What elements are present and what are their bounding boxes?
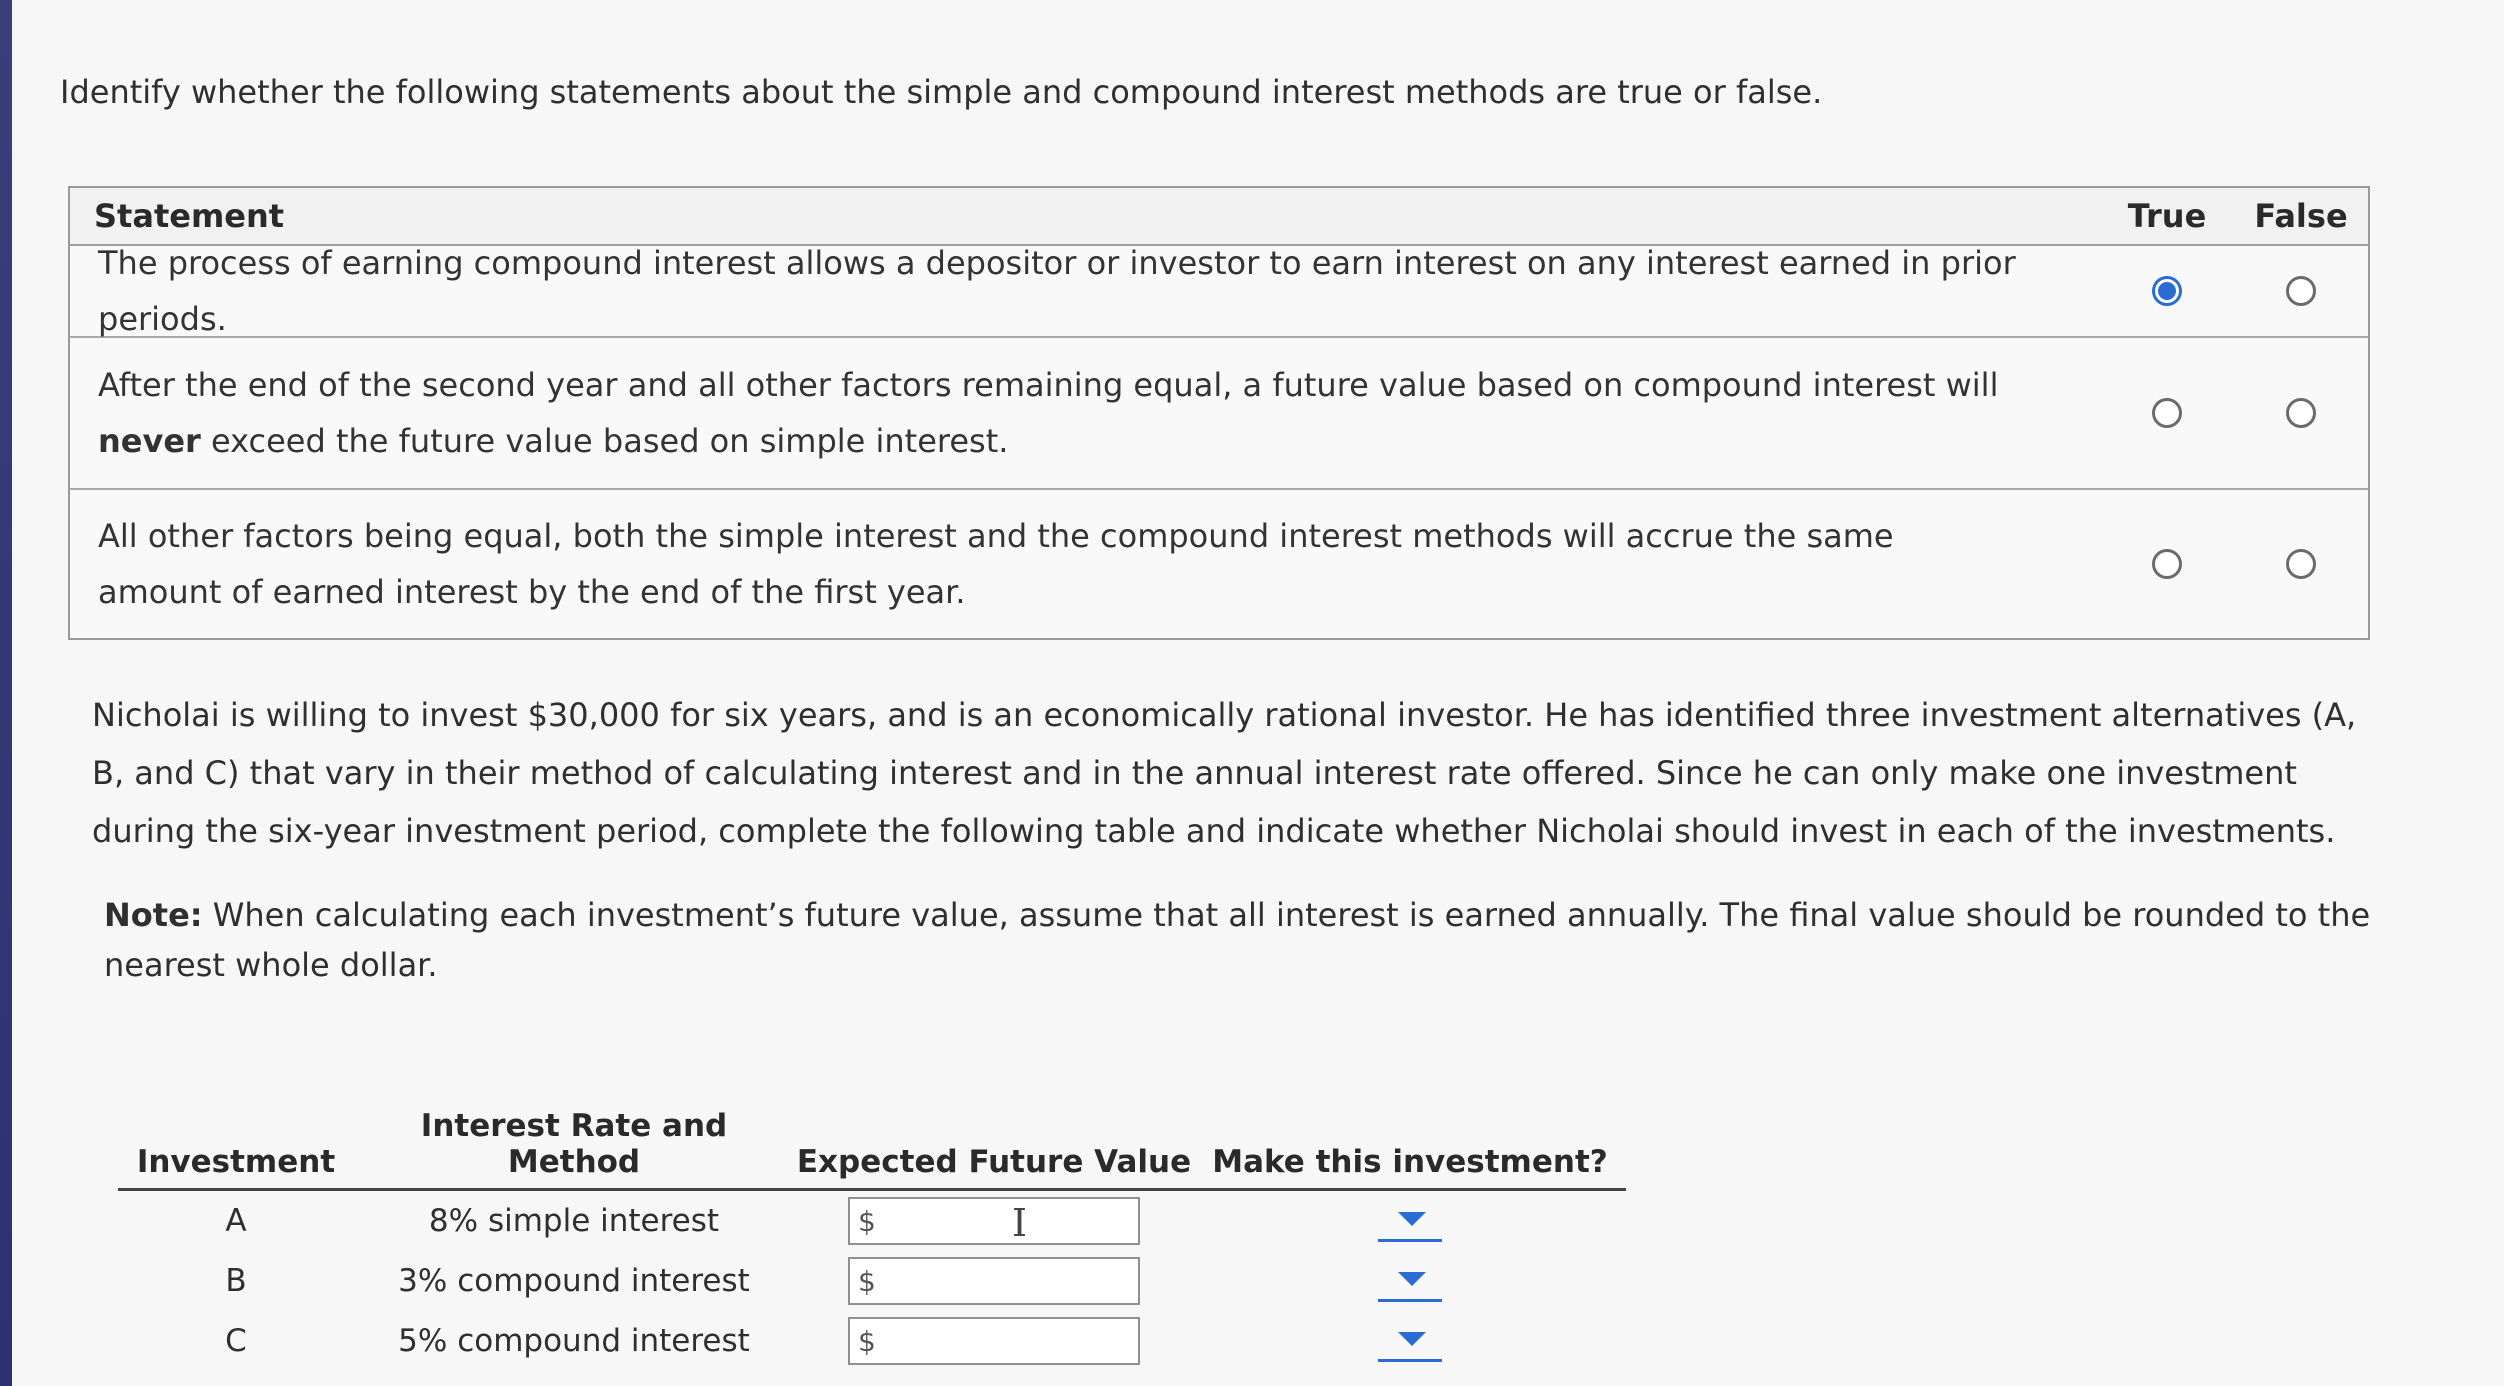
chevron-down-icon [1398, 1272, 1426, 1286]
statement-header: Statement [94, 197, 285, 235]
header-rate-method: Interest Rate and Method [420, 1108, 728, 1180]
chevron-down-icon [1398, 1332, 1426, 1346]
investment-method: 8% simple interest [428, 1203, 720, 1239]
investment-label: A [225, 1203, 247, 1239]
radio-selected-dot [2158, 282, 2176, 300]
radio-false[interactable] [2286, 549, 2316, 579]
statement-text: All other factors being equal, both the simple interest and the compound interest methods will accrue the same amount of earned interest by the end of the first year. [98, 517, 1894, 611]
header-future-value: Expected Future Value [796, 1144, 1192, 1180]
note-label: Note: [104, 896, 203, 934]
text-cursor-icon: I [1012, 1201, 1028, 1245]
investment-method: 3% compound interest [398, 1263, 750, 1299]
investment-table [118, 1108, 1626, 1371]
future-value-input[interactable] [848, 1197, 1140, 1245]
table-row [70, 338, 2368, 490]
statement-text-part: After the end of the second year and all other factors remaining equal, a future value based on compound interest will [98, 366, 1999, 404]
currency-symbol: $ [858, 1264, 876, 1298]
scenario-paragraph: Nicholai is willing to invest $30,000 for six years, and is an economically rational investor. He has identified three investment alternatives (A, B, and C) that vary in their method of calculating interest and in the annual interest rate offered. Since he can only make one investment during the six-year investment period, complete the following table and indicate whether Nicholai should invest in each of the investments. [92, 696, 2357, 850]
note-paragraph [104, 890, 2384, 990]
true-header: True [2127, 197, 2207, 235]
future-value-input[interactable] [848, 1317, 1140, 1365]
investment-label: C [225, 1323, 247, 1359]
instruction-text: Identify whether the following statements about the simple and compound interest methods are true or false. [60, 73, 1823, 111]
currency-symbol: $ [858, 1324, 876, 1358]
radio-true[interactable] [2152, 398, 2182, 428]
emphasis-never: never [98, 422, 201, 460]
table-row [70, 490, 2368, 638]
make-investment-dropdown[interactable] [1378, 1318, 1442, 1364]
note-text: When calculating each investment’s future value, assume that all interest is earned annually. The final value should be rounded to the nearest whole dollar. [104, 896, 2371, 984]
investment-label: B [225, 1263, 247, 1299]
header-make-investment: Make this investment? [1212, 1144, 1608, 1180]
investment-method: 5% compound interest [398, 1323, 750, 1359]
statement-text [70, 343, 2100, 483]
chevron-down-icon [1398, 1212, 1426, 1226]
investment-table-header [118, 1108, 1626, 1191]
make-investment-dropdown[interactable] [1378, 1258, 1442, 1304]
statement-text: The process of earning compound interest allows a depositor or investor to earn interest on any interest earned in prior periods. [98, 244, 2016, 338]
table-row [70, 246, 2368, 338]
radio-false[interactable] [2286, 276, 2316, 306]
radio-true[interactable] [2152, 549, 2182, 579]
table-row [118, 1311, 1626, 1371]
header-investment: Investment [136, 1144, 336, 1180]
future-value-input[interactable] [848, 1257, 1140, 1305]
make-investment-dropdown[interactable] [1378, 1198, 1442, 1244]
false-header: False [2254, 197, 2348, 235]
currency-symbol: $ [858, 1204, 876, 1238]
radio-true[interactable] [2152, 276, 2182, 306]
statement-text-part: exceed the future value based on simple interest. [211, 422, 1009, 460]
radio-false[interactable] [2286, 398, 2316, 428]
table-row [118, 1251, 1626, 1311]
table-row [118, 1191, 1626, 1251]
true-false-table [68, 186, 2370, 640]
